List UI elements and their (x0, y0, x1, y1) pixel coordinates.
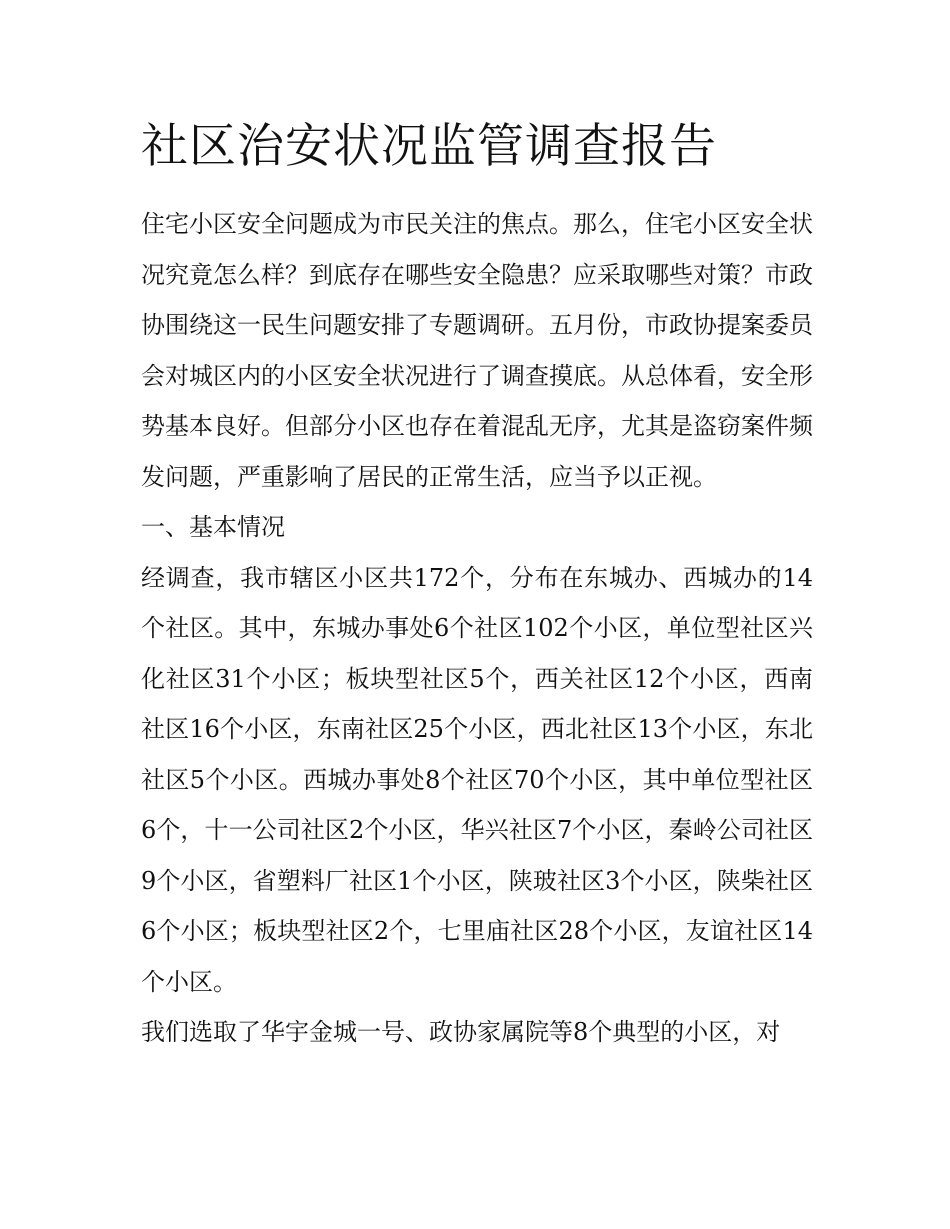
section-heading-basic-situation: 一、基本情况 (141, 513, 285, 541)
survey-paragraph: 我们选取了华宇金城一号、政协家属院等8个典型的小区，对 (141, 1018, 781, 1046)
basic-situation-paragraph: 经调查，我市辖区小区共172个，分布在东城办、西城办的14个社区。其中，东城办事处6个社区102个小区，单位型社区兴化社区31个小区；板块型社区5个，西关社区12个小区，西南社区16个小区，东南社区25个小区，西北社区13个小区，东北社区5个小区。西城办事处8个社区70个小区，其中单位型社区6个，十一公司社区2个小区，华兴社区7个小区，秦岭公司社区9个小区，省塑料厂社区1个小区，陕玻社区3个小区，陕柴社区6个小区；板块型社区2个，七里庙社区28个小区，友谊社区14个小区。 (141, 563, 813, 996)
page-title: 社区治安状况监管调查报告 (141, 119, 717, 174)
document-page (141, 112, 813, 1058)
intro-paragraph: 住宅小区安全问题成为市民关注的焦点。那么，住宅小区安全状况究竟怎么样？到底存在哪些安全隐患？应采取哪些对策？市政协围绕这一民生问题安排了专题调研。五月份，市政协提案委员会对城区内的小区安全状况进行了调查摸底。从总体看，安全形势基本良好。但部分小区也存在着混乱无序，尤其是盗窃案件频发问题，严重影响了居民的正常生活，应当予以正视。 (141, 210, 813, 491)
